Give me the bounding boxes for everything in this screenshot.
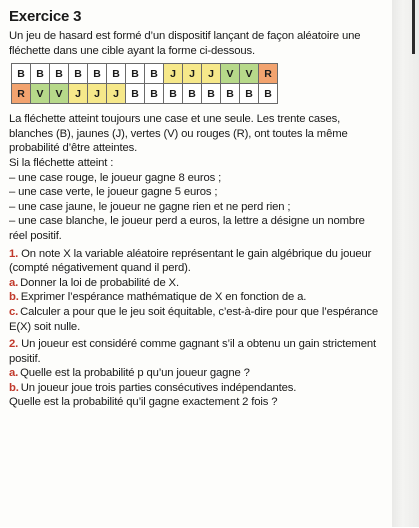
rule-yellow: – une case jaune, le joueur ne gagne rien et ne perd rien ; [9,200,291,213]
board-cell: V [31,84,50,104]
question-1b-text: Exprimer l’espérance mathématique de X en fonction de a. [20,291,307,304]
board-cell: B [164,84,183,104]
board-cell: B [183,84,202,104]
board-cell: B [221,84,240,104]
board-cell: J [164,64,183,84]
question-2-final: Quelle est la probabilité qu’il gagne exactement 2 fois ? [9,396,278,409]
question-2-number: 2. [9,338,19,351]
board-cell: V [240,64,259,84]
question-2a-label: a. [9,367,19,380]
rule-green: – une case verte, le joueur gagne 5 euros ; [9,186,218,199]
question-1c-label: c. [9,305,19,318]
board-cell: J [183,64,202,84]
question-1a-label: a. [9,276,19,289]
board-cell: B [259,84,278,104]
board-cell: J [202,64,221,84]
question-1a-text: Donner la loi de probabilité de X. [20,276,179,289]
rule-white: – une case blanche, le joueur perd a euros, la lettre a désigne un nombre réel positif. [9,215,365,242]
question-2a-text: Quelle est la probabilité p qu’un joueur gagne ? [20,367,250,380]
board-cell: J [69,84,88,104]
question-1-text: On note X la variable aléatoire représentant le gain algébrique du joueur (compté négativement quand il perd). [9,247,372,275]
board-row-2 [12,84,278,104]
board-cell: J [107,84,126,104]
board-cell: B [12,64,31,84]
board-cell: B [126,64,145,84]
target-board [11,63,278,104]
question-2a [9,366,383,381]
board-cell: R [259,64,278,84]
board-cell: B [88,64,107,84]
question-2b-text: Un joueur joue trois parties consécutives indépendantes. [20,381,297,394]
question-1c-text: Calculer a pour que le jeu soit équitable, c’est-à-dire pour que l’espérance E(X) soit nulle. [9,305,378,333]
rule-red: – une case rouge, le joueur gagne 8 euros ; [9,171,222,184]
board-cell: B [31,64,50,84]
board-row-1 [12,64,278,84]
exercise-intro: Un jeu de hasard est formé d’un dispositif lançant de façon aléatoire une fléchette dans une cible ayant la forme ci-dessous. [9,30,361,57]
board-cell: B [107,64,126,84]
question-2-text: Un joueur est considéré comme gagnant s’il a obtenu un gain strictement positif. [9,338,376,365]
board-cell: B [126,84,145,104]
exercise-title: Exercice 3 [9,8,82,25]
question-1b [9,290,383,305]
exercise-content [9,8,383,410]
edge-mark [412,0,415,54]
question-1-number: 1. [9,247,19,260]
board-cell: V [221,64,240,84]
question-2b-label: b. [9,381,19,394]
board-cell: J [88,84,107,104]
board-cell: V [50,84,69,104]
rules-section [9,112,383,243]
board-cell: B [202,84,221,104]
question-1c [9,305,383,334]
rules-paragraph-2: Si la fléchette atteint : [9,156,114,169]
board-cell: R [12,84,31,104]
question-2b [9,381,383,396]
board-cell: B [145,64,164,84]
board-cell: B [145,84,164,104]
question-1a [9,276,383,291]
question-2 [9,337,383,366]
board-cell: B [69,64,88,84]
board-cell: B [240,84,259,104]
question-1b-label: b. [9,291,19,304]
question-1 [9,247,383,276]
rules-paragraph-1: La fléchette atteint toujours une case et une seule. Les trente cases, blanches (B), jaunes (J), vertes (V) ou rouges (R), ont toutes la même probabilité d’être atteintes. [9,113,348,155]
board-cell: B [50,64,69,84]
adjacent-page-edge [392,0,419,527]
